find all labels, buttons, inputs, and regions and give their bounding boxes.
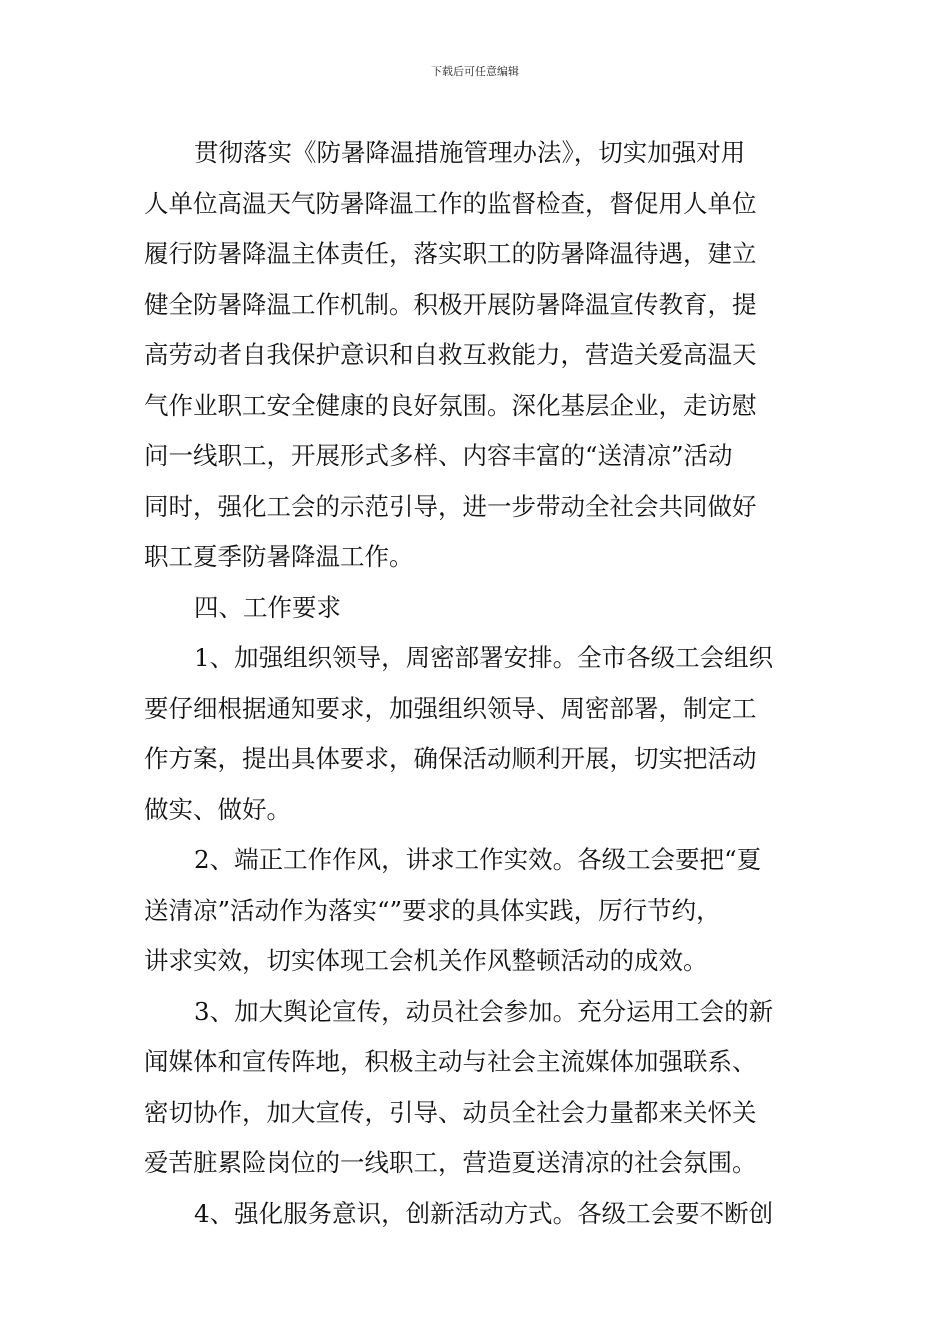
text-line: 4、强化服务意识，创新活动方式。各级工会要不断创 — [194, 1198, 774, 1228]
page-header: 下载后可任意编辑 — [431, 65, 519, 78]
text-line: 高劳动者自我保护意识和自救互救能力，营造关爱高温天 — [144, 340, 757, 369]
text-line: 1、加强组织领导，周密部署安排。全市各级工会组织 — [194, 643, 774, 672]
text-line: 爱苦脏累险岗位的一线职工，营造夏送清凉的社会氛围。 — [144, 1148, 757, 1177]
document-body — [144, 128, 806, 1239]
text-line: 人单位高温天气防暑降温工作的监督检查，督促用人单位 — [144, 188, 757, 218]
text-line: 气作业职工安全健康的良好氛围。深化基层企业，走访慰 — [144, 390, 757, 420]
text-line: 作方案，提出具体要求，确保活动顺利开展，切实把活动 — [144, 744, 757, 773]
text-line: 贯彻落实《防暑降温措施管理办法》，切实加强对用 — [194, 138, 746, 167]
text-line: 3、加大舆论宣传，动员社会参加。充分运用工会的新 — [194, 996, 774, 1026]
text-line: 问一线职工，开展形式多样、内容丰富的“送清凉”活动 — [144, 441, 733, 470]
text-line: 履行防暑降温主体责任，落实职工的防暑降温待遇，建立 — [144, 239, 757, 268]
text-line: 密切协作，加大宣传，引导、动员全社会力量都来关怀关 — [144, 1097, 757, 1127]
text-line: 闻媒体和宣传阵地，积极主动与社会主流媒体加强联系、 — [144, 1047, 757, 1076]
text-line: 要仔细根据通知要求，加强组织领导、周密部署，制定工 — [144, 693, 757, 723]
text-line: 职工夏季防暑降温工作。 — [144, 542, 414, 571]
text-line: 健全防暑降温工作机制。积极开展防暑降温宣传教育，提 — [144, 289, 757, 319]
text-line: 2、端正工作作风，讲求工作实效。各级工会要把“夏 — [194, 845, 762, 874]
text-line: 送清凉”活动作为落实“”要求的具体实践，厉行节约， — [144, 895, 721, 925]
text-line: 讲求实效，切实体现工会机关作风整顿活动的成效。 — [144, 946, 708, 975]
section-heading: 四、工作要求 — [194, 592, 341, 622]
text-line: 同时，强化工会的示范引导，进一步带动全社会共同做好 — [144, 491, 757, 521]
text-line: 做实、做好。 — [144, 794, 291, 824]
